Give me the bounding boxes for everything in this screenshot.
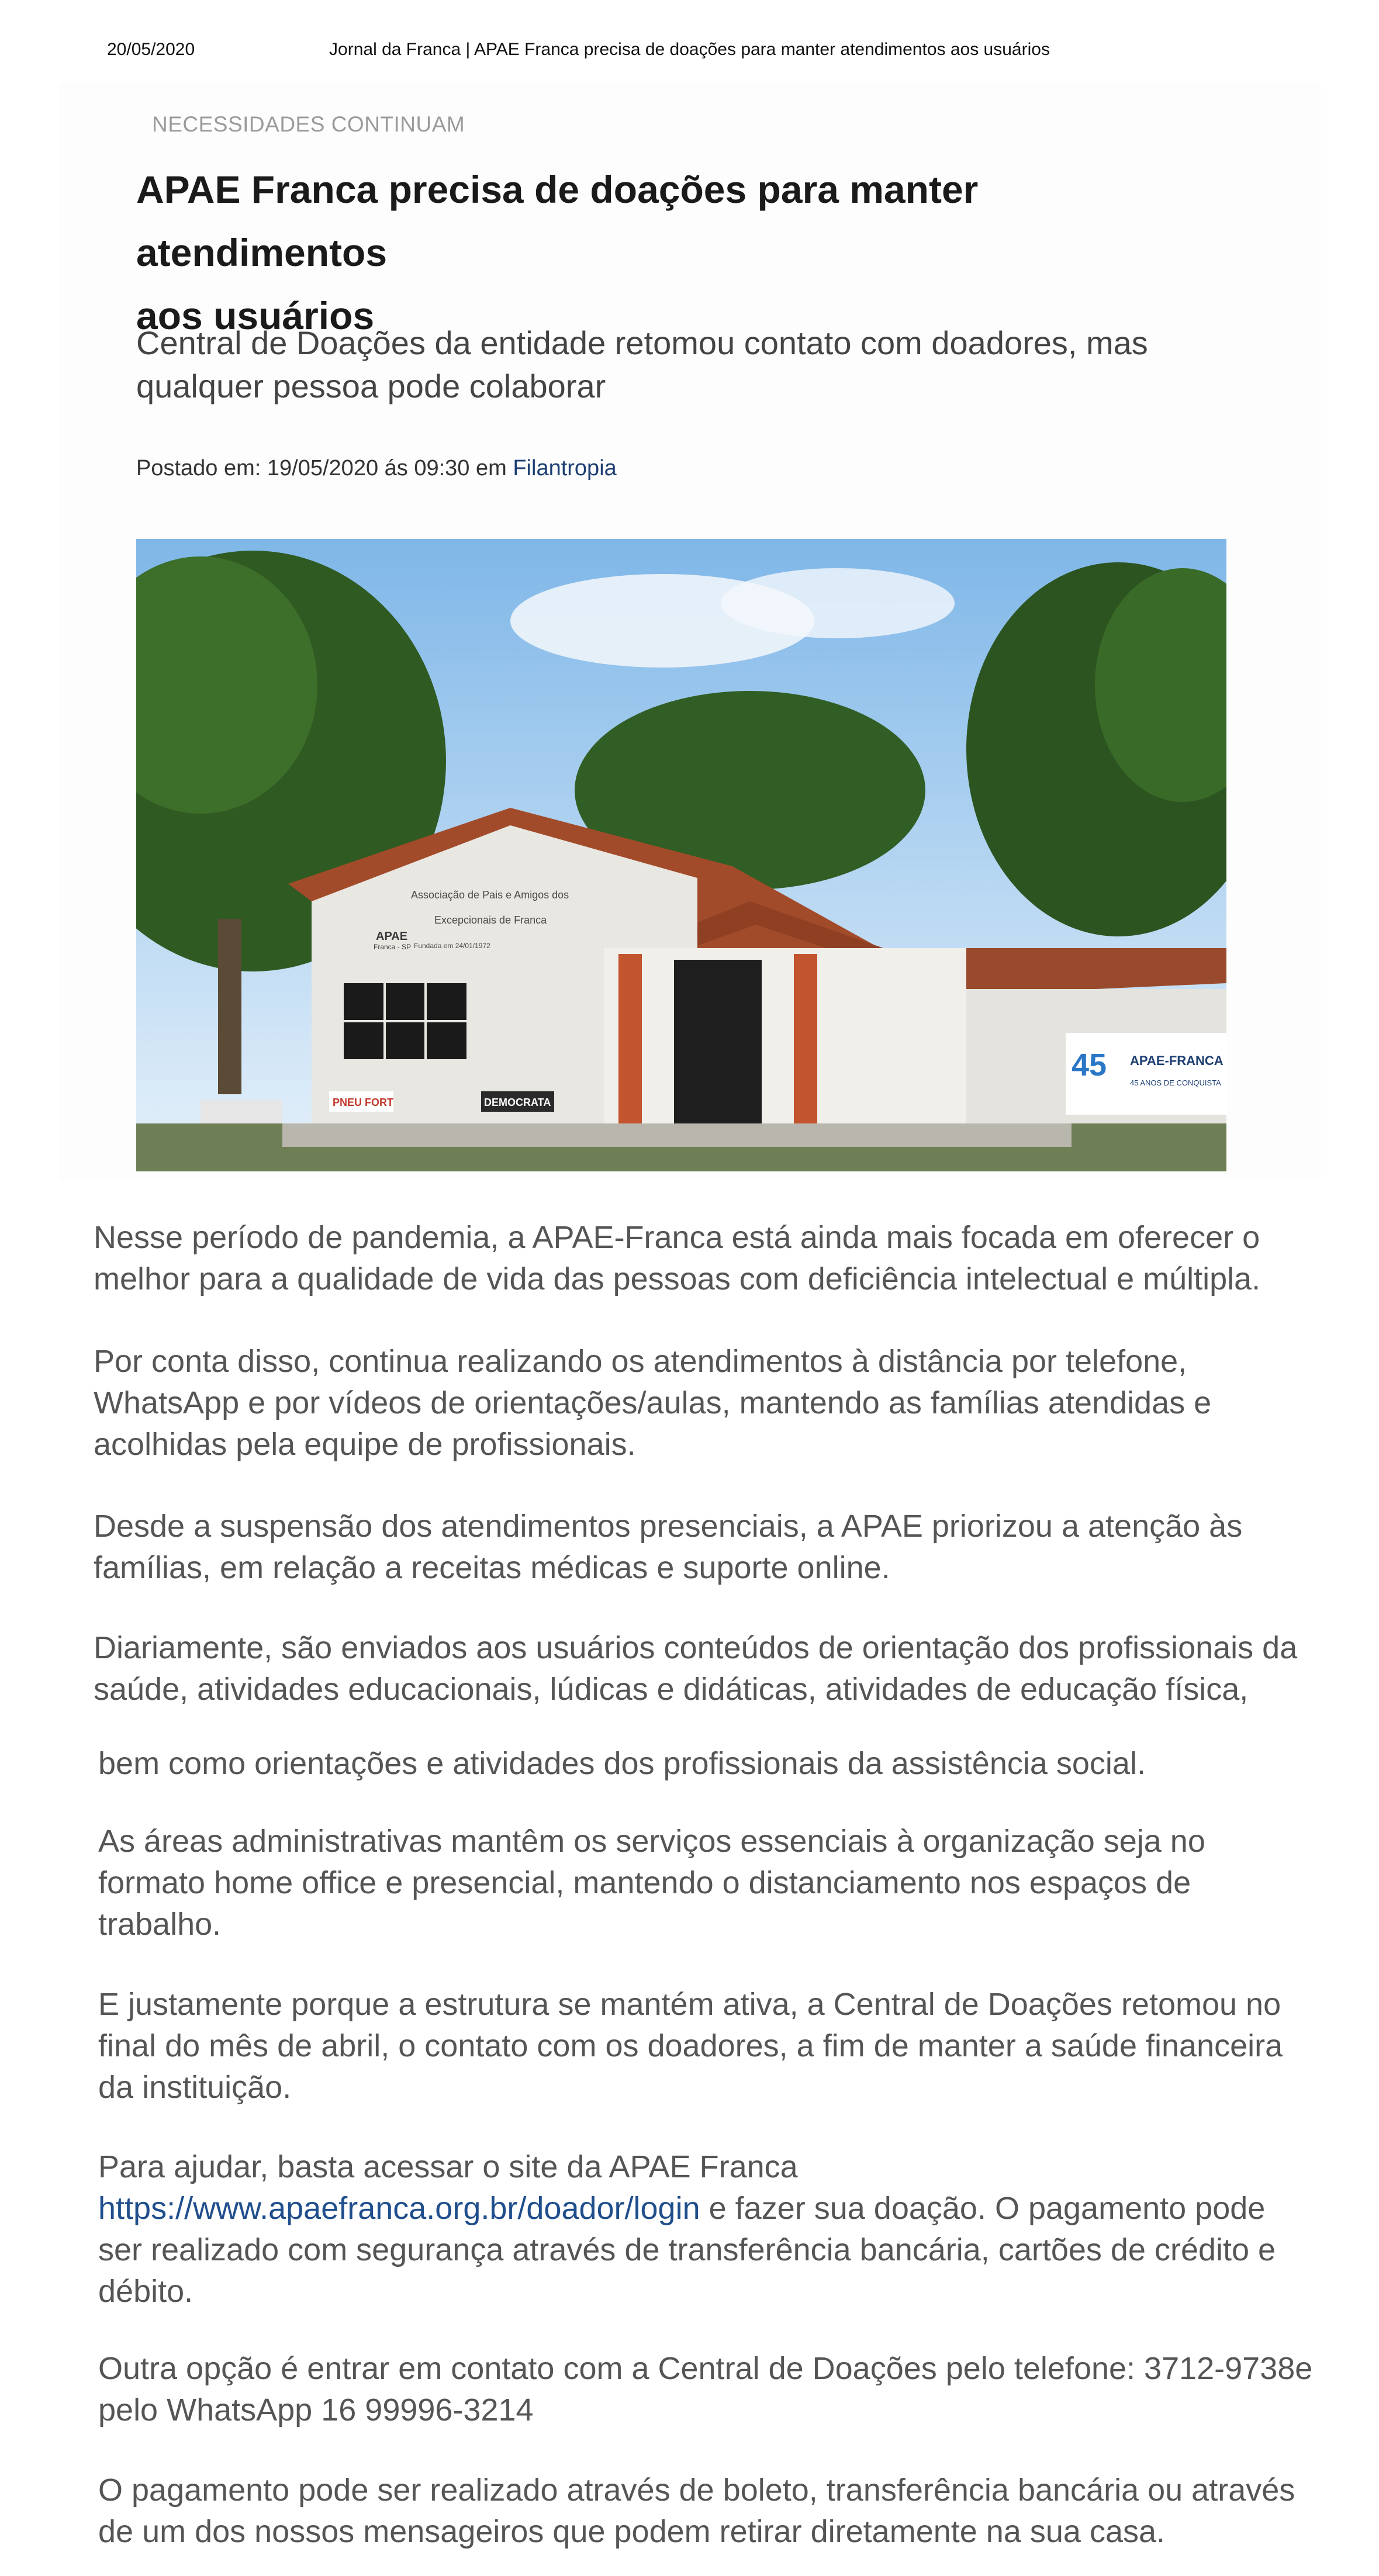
posted-prefix: Postado em: 19/05/2020 ás 09:30 em xyxy=(136,456,513,480)
article-kicker: NECESSIDADES CONTINUAM xyxy=(152,112,465,136)
headline-line-1: APAE Franca precisa de doações para manter atendimentos xyxy=(136,168,979,274)
paragraph-5-line-1: bem como orientações e atividades dos profissionais da assistência social. xyxy=(98,1746,1146,1781)
subtitle-line-2: qualquer pessoa pode colaborar xyxy=(136,368,606,404)
headline-line-2: aos usuários xyxy=(136,294,375,337)
paragraph-8-line-4: débito. xyxy=(98,2274,193,2309)
wall-sign-line-1: Associação de Pais e Amigos dos xyxy=(411,889,569,901)
paragraph-10-line-2: de um dos nossos mensageiros que podem retirar diretamente na sua casa. xyxy=(98,2514,1166,2549)
donation-link[interactable]: https://www.apaefranca.org.br/doador/login xyxy=(98,2191,700,2226)
category-link[interactable]: Filantropia xyxy=(513,456,617,480)
paragraph-2-line-2: WhatsApp e por vídeos de orientações/aulas, mantendo as famílias atendidas e xyxy=(94,1385,1212,1420)
wall-logo-sub: Franca - SP xyxy=(374,943,412,951)
paragraph-8-line-1: Para ajudar, basta acessar o site da APAE Franca xyxy=(98,2149,798,2184)
paragraph-7-line-3: da instituição. xyxy=(98,2070,292,2105)
paragraph-5 xyxy=(98,1743,1320,1785)
photo-illustration xyxy=(136,539,1226,1171)
paragraph-7 xyxy=(98,1984,1320,2108)
paragraph-2-line-3: acolhidas pela equipe de profissionais. xyxy=(94,1427,636,1462)
sponsor-sign-1: PNEU FORT xyxy=(333,1097,394,1108)
paragraph-6-line-2: formato home office e presencial, mantendo o distanciamento nos espaços de xyxy=(98,1865,1191,1900)
paragraph-1-line-1: Nesse período de pandemia, a APAE-Franca está ainda mais focada em oferecer o xyxy=(94,1220,1260,1255)
banner-tagline: 45 ANOS DE CONQUISTA xyxy=(1130,1078,1221,1087)
paragraph-2 xyxy=(94,1341,1315,1465)
paragraph-6-line-1: As áreas administrativas mantêm os serviços essenciais à organização seja no xyxy=(98,1824,1205,1859)
paragraph-1-line-2: melhor para a qualidade de vida das pessoas com deficiência intelectual e múltipla. xyxy=(94,1261,1261,1296)
print-date: 20/05/2020 xyxy=(107,40,195,59)
paragraph-8-line-3: ser realizado com segurança através de transferência bancária, cartões de crédito e xyxy=(98,2232,1276,2267)
banner-number: 45 xyxy=(1072,1047,1107,1083)
paragraph-10-line-1: O pagamento pode ser realizado através de boleto, transferência bancária ou através xyxy=(98,2473,1295,2508)
subtitle-line-1: Central de Doações da entidade retomou contato com doadores, mas xyxy=(136,324,1148,361)
article-photo xyxy=(136,539,1226,1171)
paragraph-4-line-1: Diariamente, são enviados aos usuários conteúdos de orientação dos profissionais da xyxy=(94,1630,1298,1665)
paragraph-10 xyxy=(98,2470,1320,2553)
paragraph-2-line-1: Por conta disso, continua realizando os atendimentos à distância por telefone, xyxy=(94,1344,1187,1379)
paragraph-9-line-1: Outra opção é entrar em contato com a Central de Doações pelo telefone: 3712-9738e xyxy=(98,2351,1313,2386)
paragraph-3-line-2: famílias, em relação a receitas médicas e suporte online. xyxy=(94,1550,890,1585)
paragraph-4 xyxy=(94,1627,1315,1710)
wall-sign-line-3: Fundada em 24/01/1972 xyxy=(414,942,490,950)
banner-brand: APAE-FRANCA xyxy=(1130,1053,1224,1068)
paragraph-1 xyxy=(94,1217,1315,1300)
paragraph-7-line-1: E justamente porque a estrutura se mantém ativa, a Central de Doações retomou no xyxy=(98,1987,1281,2022)
paragraph-6-line-3: trabalho. xyxy=(98,1907,222,1942)
print-header xyxy=(0,35,1379,64)
paragraph-7-line-2: final do mês de abril, o contato com os doadores, a fim de manter a saúde financeira xyxy=(98,2028,1283,2063)
article-subtitle xyxy=(136,321,1177,408)
paragraph-4-line-2: saúde, atividades educacionais, lúdicas e didáticas, atividades de educação física, xyxy=(94,1672,1249,1707)
paragraph-8 xyxy=(98,2146,1320,2312)
paragraph-8-link-suffix: e fazer sua doação. O pagamento pode xyxy=(700,2191,1266,2226)
paragraph-3-line-1: Desde a suspensão dos atendimentos presenciais, a APAE priorizou a atenção às xyxy=(94,1509,1243,1544)
print-title: Jornal da Franca | APAE Franca precisa de doações para manter atendimentos aos usuários xyxy=(329,40,1050,59)
wall-logo: APAE xyxy=(376,930,408,943)
wall-sign-line-2: Excepcionais de Franca xyxy=(434,914,547,926)
article-headline xyxy=(136,158,1206,347)
paragraph-3 xyxy=(94,1506,1315,1589)
paragraph-6 xyxy=(98,1821,1320,1945)
paragraph-9 xyxy=(98,2348,1320,2431)
posted-meta xyxy=(136,456,617,481)
sponsor-sign-2: DEMOCRATA xyxy=(484,1097,551,1108)
paragraph-9-line-2: pelo WhatsApp 16 99996-3214 xyxy=(98,2392,534,2428)
